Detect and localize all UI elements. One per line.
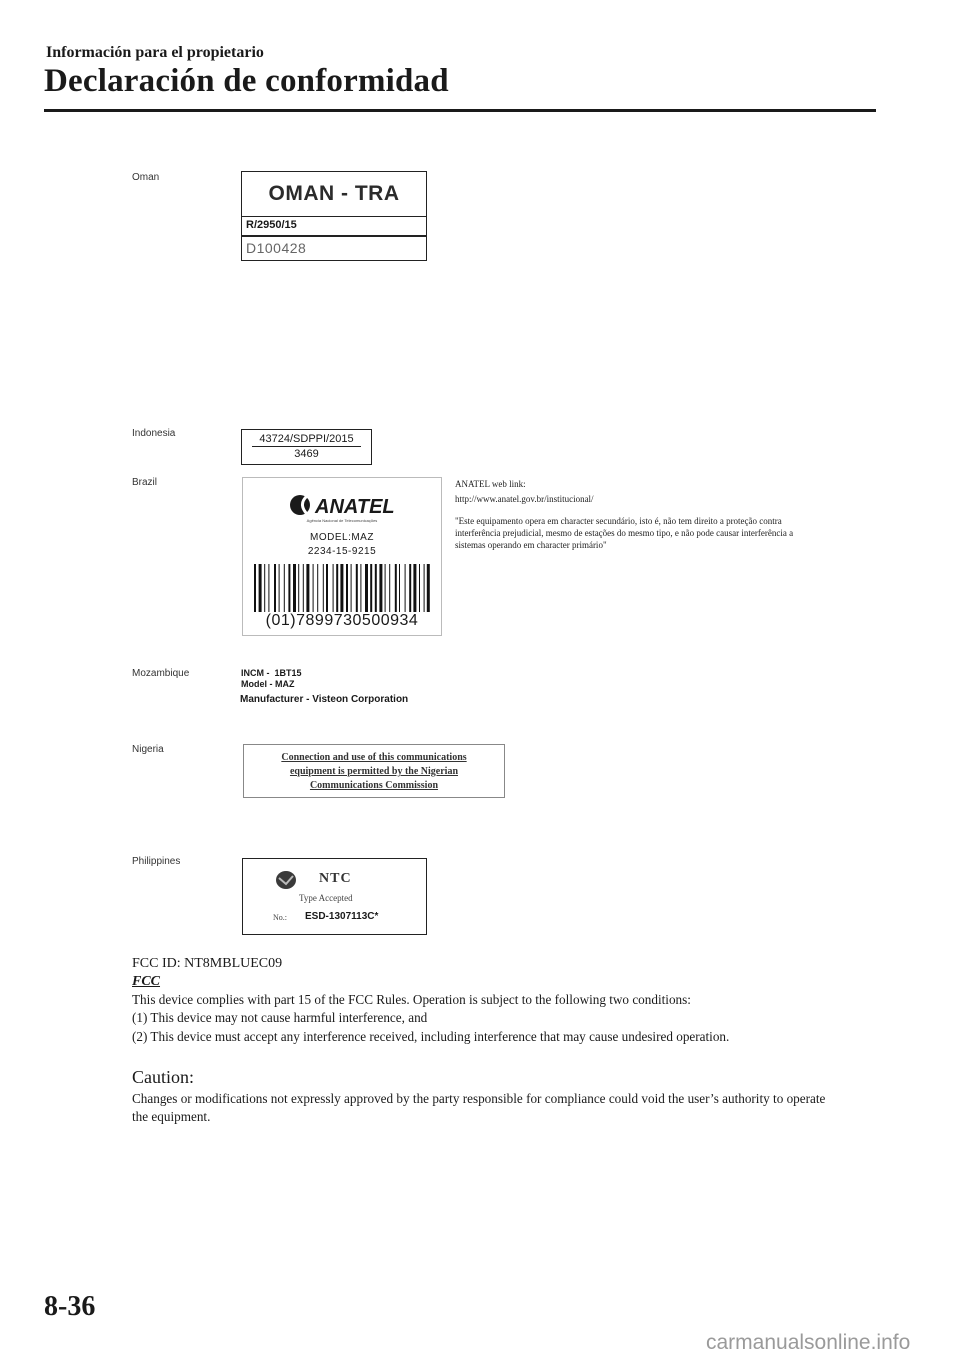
anatel-web-link-label: ANATEL web link: [455,479,526,489]
barcode-bar [279,564,280,612]
anatel-logo-text: ANATEL [315,496,395,518]
anatel-logo-icon [289,492,409,518]
barcode-bar [268,564,269,612]
ntc-label [242,858,427,935]
oman-tra-label [241,171,427,261]
mozambique-incm-key: INCM - [241,668,270,678]
oman-registration: R/2950/15 [246,219,297,231]
title-rule [44,109,876,112]
ntc-no-label: No.: [273,913,287,922]
fcc-heading: FCC [132,974,161,989]
barcode-bar [427,564,430,612]
barcode-bar [254,564,256,612]
barcode-bar [385,564,386,612]
ntc-status: Type Accepted [299,893,353,903]
barcode-bar [306,564,309,612]
mozambique-incm-value: 1BT15 [274,668,302,678]
oman-authority: OMAN - TRA [242,172,426,217]
indonesia-pln: 3469 [294,448,319,460]
barcode-bar [264,564,265,612]
barcode-bar [424,564,425,612]
watermark: carmanualsonline.info [706,1331,911,1354]
barcode-bar [303,564,304,612]
caution-heading: Caution: [132,1067,194,1087]
anatel-cert-number: 2234-15-9215 [307,546,377,557]
anatel-web-link: http://www.anatel.gov.br/institucional/ [455,494,594,504]
barcode-bar [346,564,348,612]
barcode-bar [389,564,390,612]
ntc-seal-icon [275,870,297,890]
fcc-condition-2: (2) This device must accept any interference received, including interference that may cause undesired operation. [132,1028,730,1044]
nigeria-ncc-label [243,744,505,798]
barcode-bar [284,564,285,612]
anatel-model: MODEL:MAZ [310,532,374,543]
barcode-bar [326,564,328,612]
country-label-indonesia: Indonesia [132,428,176,439]
section-label: Información para el propietario [46,44,264,61]
barcode-bar [323,564,324,612]
barcode-bar [399,564,400,612]
page-number: 8-36 [44,1291,96,1322]
barcode-bar [351,564,352,612]
mozambique-model-key: Model - [241,679,273,689]
barcode-bar [370,564,372,612]
barcode-bar [356,564,358,612]
barcode-bar [413,564,416,612]
country-label-nigeria: Nigeria [132,744,164,755]
barcode [253,564,431,612]
nigeria-line-2: equipment is permitted by the Nigerian [289,766,459,777]
barcode-bar [379,564,382,612]
ntc-title: NTC [319,871,352,886]
barcode-bar [340,564,343,612]
country-label-philippines: Philippines [132,856,181,867]
ntc-code: ESD-1307113C* [305,911,379,922]
country-label-brazil: Brazil [132,477,158,488]
anatel-statement: "Este equipamento opera em character secundário, isto é, não tem direito a proteção contra interferência prejudicial, mesmo de estações do mesmo tipo, e não pode causar interferência a sistemas operando em character primário" [455,516,794,550]
mozambique-manufacturer: Manufacturer - Visteon Corporation [240,694,409,705]
barcode-bar [313,564,314,612]
indonesia-certificate: 43724/SDPPI/2015 [252,433,361,447]
oman-dealer-code: D100428 [246,240,307,256]
mozambique-model-value: MAZ [275,679,295,689]
barcode-bar [409,564,411,612]
fcc-intro: This device complies with part 15 of the FCC Rules. Operation is subject to the following two conditions: [132,992,691,1007]
anatel-notes [455,478,815,551]
barcode-bar [317,564,318,612]
fcc-id: FCC ID: NT8MBLUEC09 [132,956,283,971]
barcode-bar [395,564,397,612]
barcode-bar [298,564,299,612]
barcode-bar [365,564,368,612]
barcode-bar [375,564,377,612]
indonesia-sdppi-label [241,429,372,465]
barcode-bar [419,564,420,612]
anatel-tagline: Agência Nacional de Telecomunicações [306,518,378,523]
nigeria-line-3: Communications Commission [309,780,439,791]
page-title: Declaración de conformidad [44,63,449,99]
barcode-bar [405,564,406,612]
barcode-bar [293,564,296,612]
anatel-label [242,477,442,636]
barcode-text: (01)7899730500934 [265,612,419,629]
nigeria-line-1: Connection and use of this communications [281,752,467,763]
fcc-condition-1: (1) This device may not cause harmful interference, and [132,1010,428,1026]
oman-separator [242,235,426,237]
caution-text: Changes or modifications not expressly approved by the party responsible for compliance could void the user’s authority to operate the equipment. [132,1091,826,1125]
country-label-mozambique: Mozambique [132,668,190,679]
barcode-bar [360,564,361,612]
barcode-bar [336,564,338,612]
barcode-bar [333,564,334,612]
barcode-bar [288,564,290,612]
barcode-bar [259,564,262,612]
country-label-oman: Oman [132,172,160,183]
barcode-bar [274,564,276,612]
fcc-body [132,991,832,1046]
mozambique-incm-label [241,668,302,690]
